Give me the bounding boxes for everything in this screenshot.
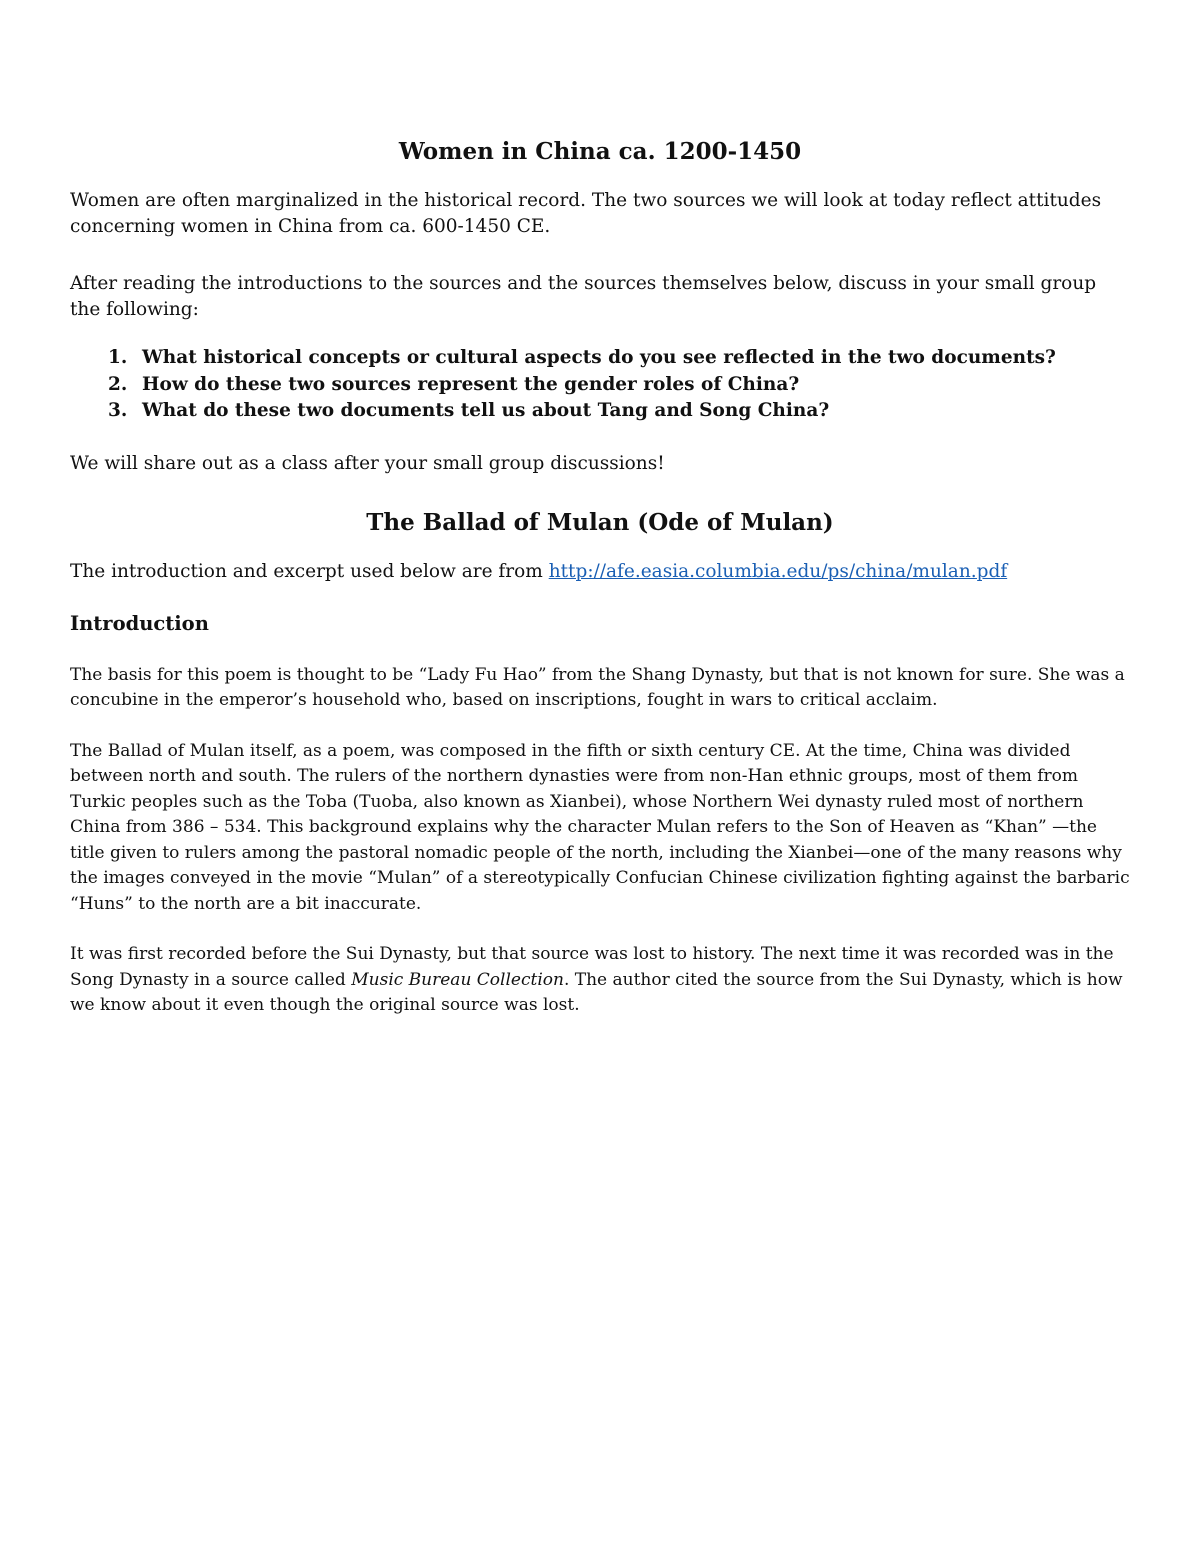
para3-start: It was first recorded before the Sui Dynasty, but that source was lost to history. The next time it was recorded was in the Song Dynasty in a source called	[70, 944, 1114, 990]
page-title: Women in China ca. 1200-1450	[398, 138, 802, 165]
question-text: How do these two sources represent the gender roles of China?	[142, 373, 800, 395]
mulan-section-heading: The Ballad of Mulan (Ode of Mulan)	[366, 508, 834, 536]
document-page	[70, 136, 1130, 1044]
intro-paragraph-recording-history	[70, 942, 1130, 1019]
question-number: 3.	[108, 400, 128, 421]
intro-paragraph: Women are often marginalized in the historical record. The two sources we will look at today reflect attitudes concerning women in China from ca. 600-1450 CE.	[70, 190, 1102, 237]
question-item	[70, 398, 1130, 425]
intro-paragraph-ballad-origin: The Ballad of Mulan itself, as a poem, was composed in the fifth or sixth century CE. At the time, China was divided between north and south. The rulers of the northern dynasties were from non-Han ethnic groups, most of them from Turkic peoples such as the Toba (Tuoba, also known as Xianbei), whose Northern Wei dynasty ruled most of northern China from 386 – 534. This background explains why the character Mulan refers to the Son of Heaven as “Khan” —the title given to rulers among the pastoral nomadic people of the north, including the Xianbei—one of the many reasons why the images conveyed in the movie “Mulan” of a stereotypically Confucian Chinese civilization fighting against the barbaric “Huns” to the north are a bit inaccurate.	[70, 740, 1130, 914]
para3-end: . The author cited the source from the Sui Dynasty, which is how we know about it even though the original source was lost.	[70, 969, 1123, 1015]
question-item	[70, 372, 1130, 399]
question-number: 2.	[108, 373, 128, 395]
discussion-questions	[70, 345, 1130, 425]
share-out-paragraph: We will share out as a class after your small group discussions!	[70, 452, 665, 474]
music-bureau-collection-title: Music Bureau Collection	[351, 969, 564, 990]
source-prefix: The introduction and excerpt used below are from	[70, 560, 549, 582]
introduction-heading: Introduction	[70, 611, 209, 635]
instructions-paragraph: After reading the introductions to the sources and the sources themselves below, discuss in your small group the following:	[70, 273, 1097, 320]
source-link[interactable]: http://afe.easia.columbia.edu/ps/china/mulan.pdf	[548, 560, 1008, 582]
question-text: What do these two documents tell us about Tang and Song China?	[142, 400, 830, 421]
question-number: 1.	[108, 347, 128, 368]
intro-paragraph-fu-hao: The basis for this poem is thought to be “Lady Fu Hao” from the Shang Dynasty, but that is not known for sure. She was a concubine in the emperor’s household who, based on inscriptions, fought in wars to critical acclaim.	[70, 664, 1125, 710]
source-attribution	[70, 559, 1130, 585]
question-text: What historical concepts or cultural aspects do you see reflected in the two documents?	[142, 347, 1056, 368]
question-item	[70, 345, 1130, 372]
